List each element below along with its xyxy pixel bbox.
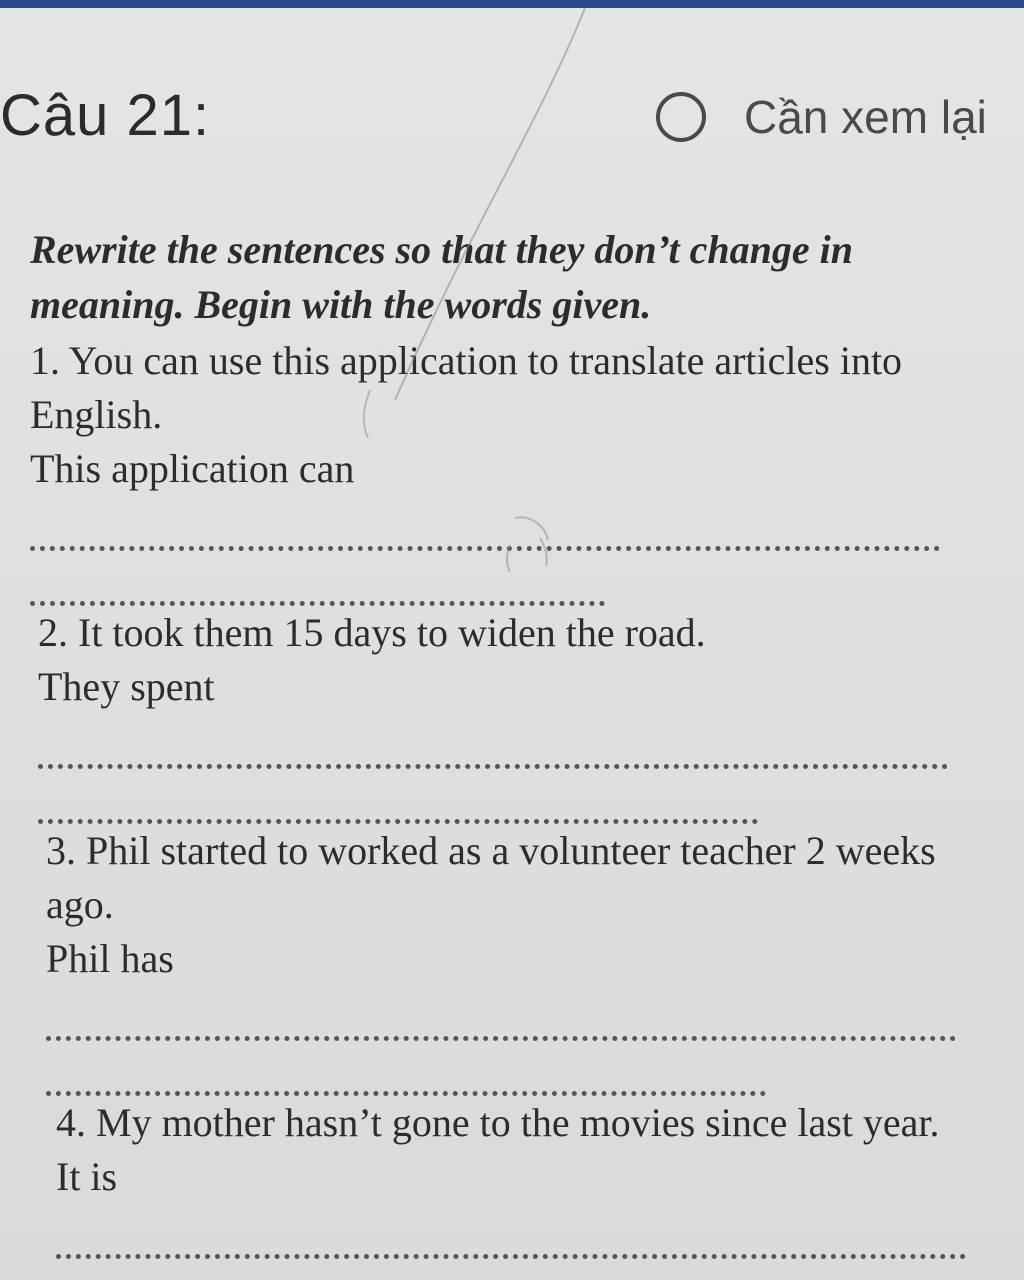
answer-input-1a[interactable]	[30, 496, 940, 551]
item-stem: Phil has	[46, 936, 174, 981]
answer-input-1b[interactable]	[30, 551, 605, 606]
answer-input-3a[interactable]	[46, 986, 956, 1041]
answer-input-3b[interactable]	[46, 1041, 766, 1096]
item-sentence: 1. You can use this application to translate articles into English.	[30, 338, 903, 437]
item-stem: They spent	[38, 664, 215, 709]
question-number: Câu 21:	[0, 83, 211, 148]
item-stem: This application can	[30, 446, 355, 491]
exercise-item-1	[30, 334, 970, 606]
exercise-item-3	[30, 824, 970, 1096]
exercise-item-2	[30, 606, 970, 824]
answer-input-2a[interactable]	[38, 714, 948, 769]
item-sentence: 2. It took them 15 days to widen the road.	[38, 610, 706, 655]
exercise-item-4	[30, 1096, 970, 1259]
instruction-text: Rewrite the sentences so that they don’t change in meaning. Begin with the words given.	[30, 227, 853, 327]
answer-input-2b[interactable]	[38, 769, 758, 824]
radio-circle-icon[interactable]	[656, 92, 706, 142]
item-stem: It is	[56, 1154, 118, 1199]
question-content	[30, 222, 970, 1259]
item-sentence: 3. Phil started to worked as a volunteer teacher 2 weeks ago.	[46, 828, 936, 927]
top-bar	[0, 0, 1024, 8]
question-header	[0, 78, 1024, 158]
item-sentence: 4. My mother hasn’t gone to the movies since last year.	[56, 1100, 940, 1145]
review-flag-toggle[interactable]	[656, 82, 987, 152]
review-label: Cần xem lại	[744, 91, 987, 143]
answer-input-4a[interactable]	[56, 1204, 966, 1259]
